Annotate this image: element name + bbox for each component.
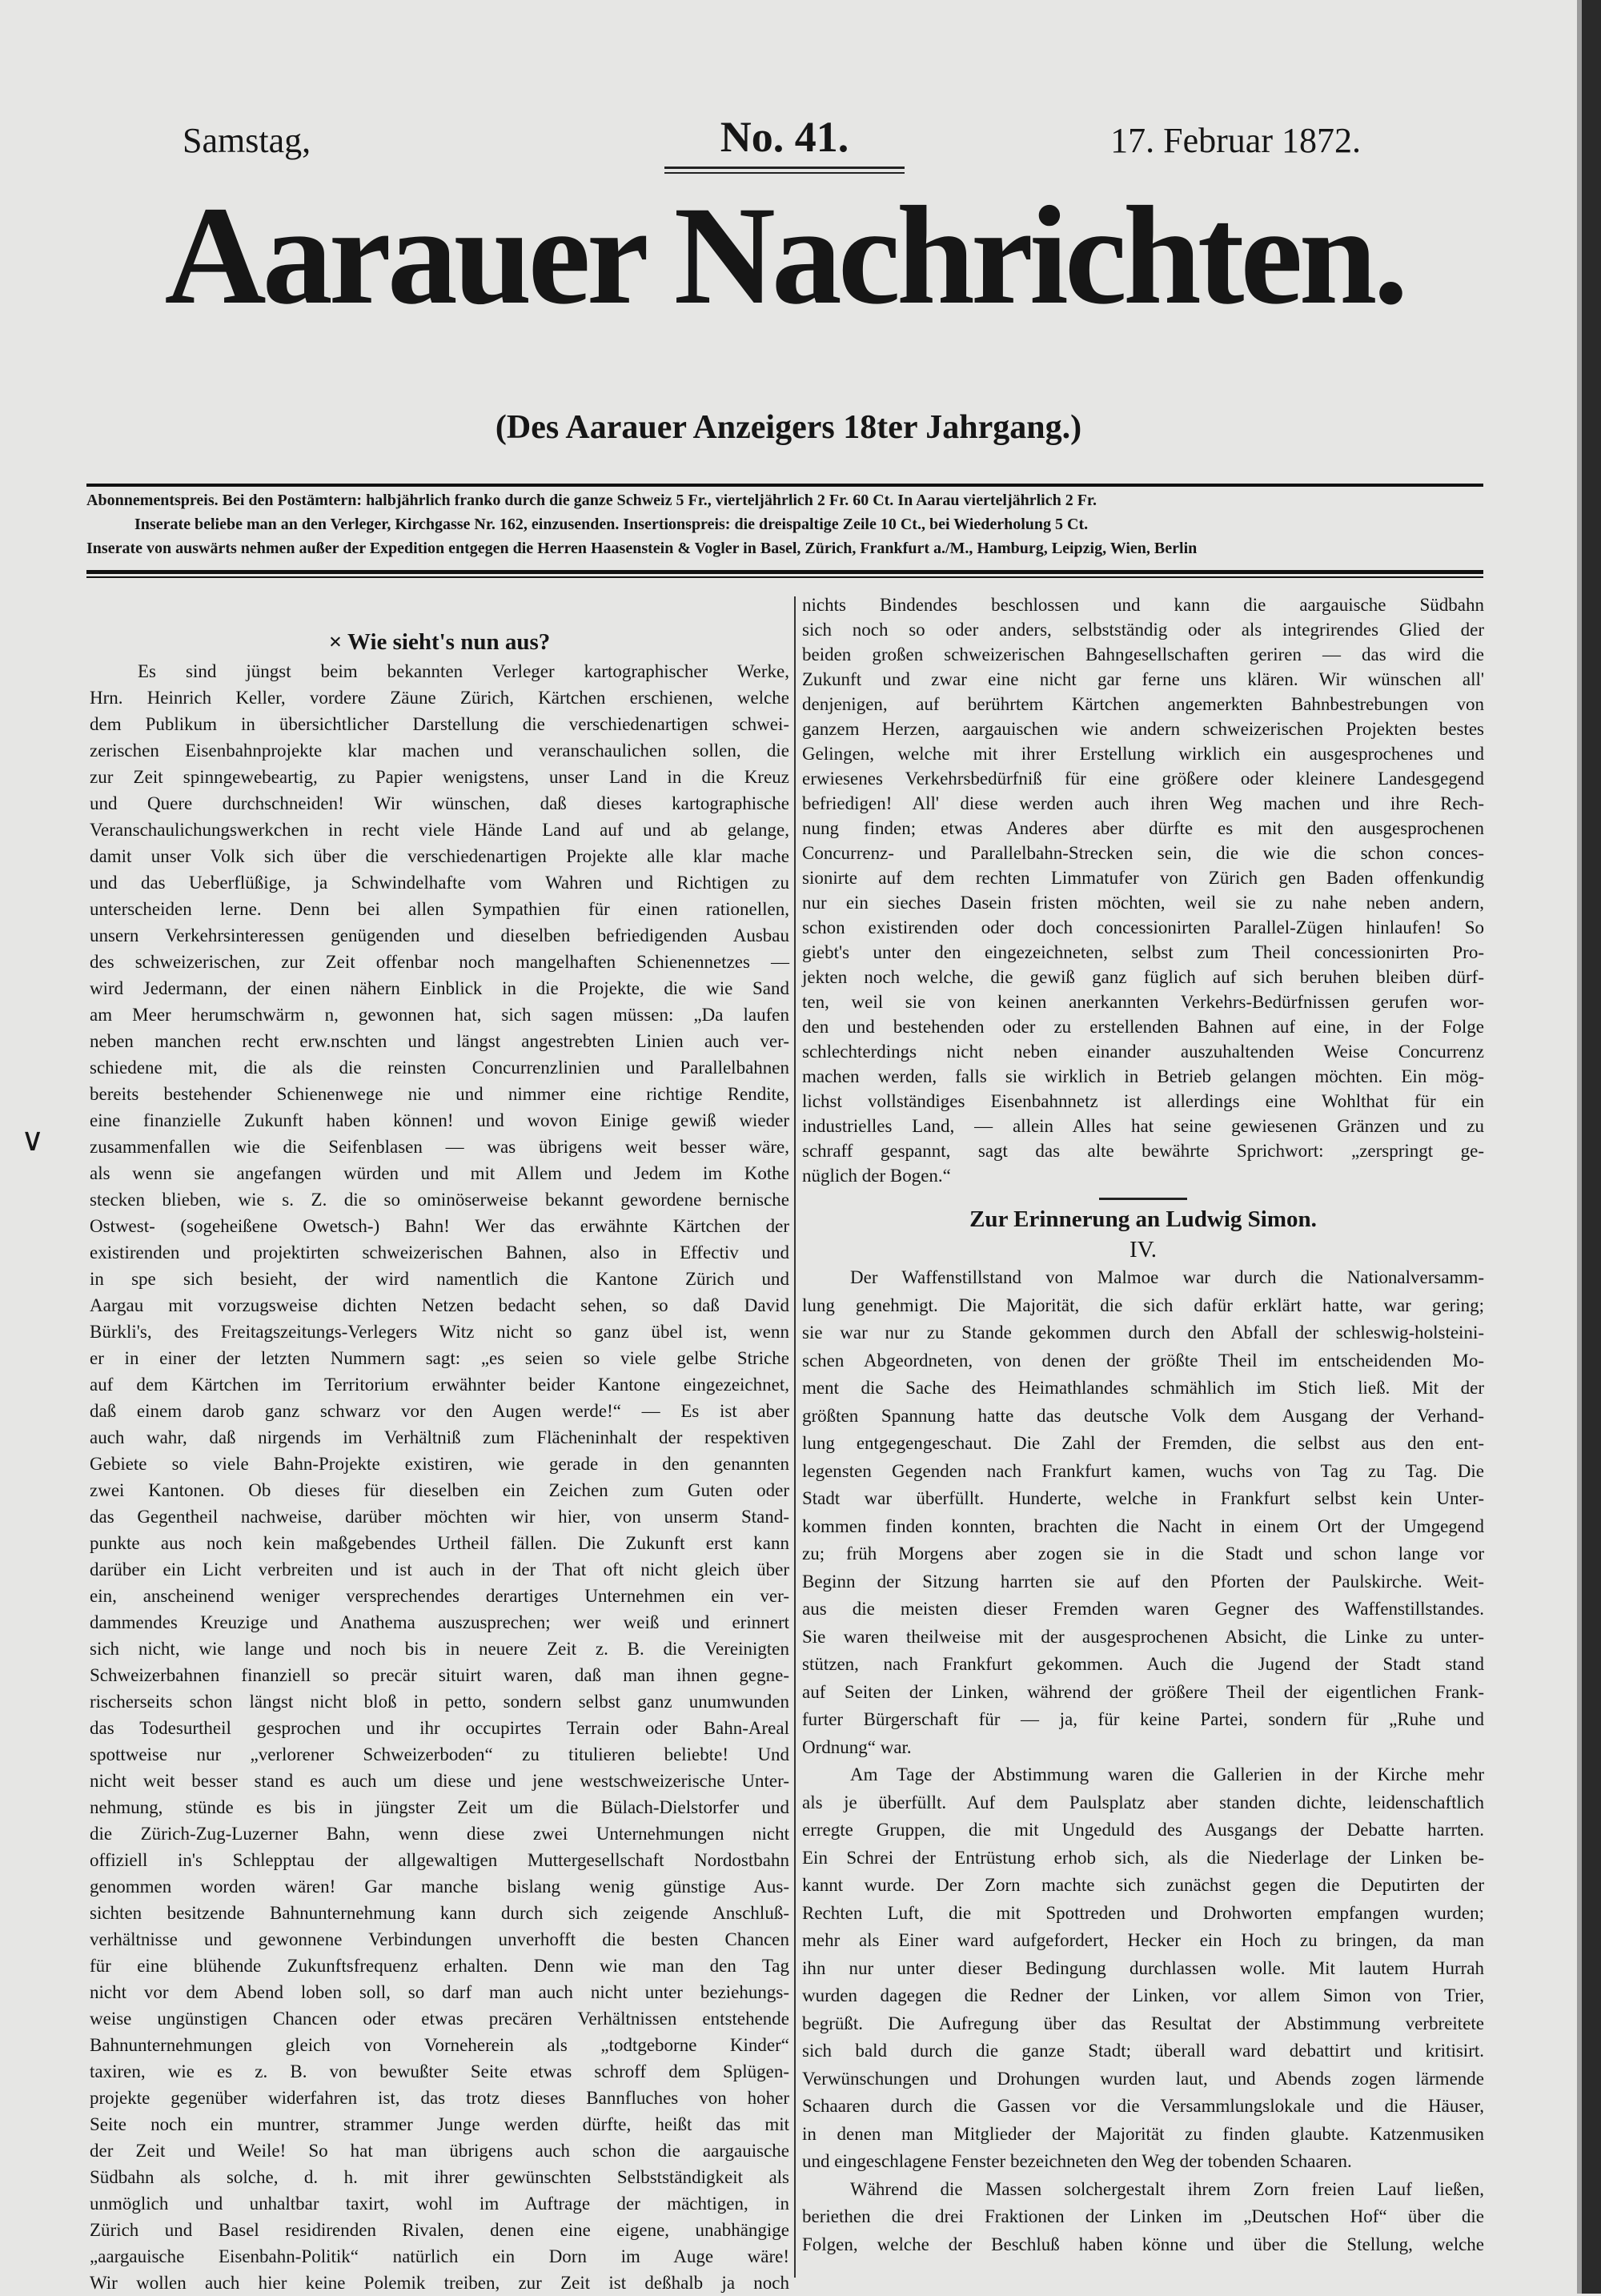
text-line: sie war nur zu Stande gekommen durch den Abfall der schleswig-holsteini- [802, 1323, 1484, 1343]
text-line: das Gegentheil nachweise, darüber möchten wir hier, von unserm Stand- [90, 1507, 789, 1527]
text-line: bereits bestehender Schienenwege nie und nimmer eine richtige Rendite, [90, 1084, 789, 1104]
subscription-line: Inserate beliebe man an den Verleger, Kirchgasse Nr. 162, einzusenden. Insertionspreis: die dreispaltige Zeile 10 Ct., bei Wiederholung 5 Ct. [134, 516, 1089, 533]
text-line: Der Waffenstillstand von Malmoe war durch die Nationalversamm- [850, 1267, 1484, 1287]
text-line: Ostwest- (sogeheißene Owetsch-) Bahn! Wer das erwähnte Kärtchen der [90, 1216, 789, 1236]
text-line: darüber ein Licht verbreiten und ist auch in der That oft nicht gleich über [90, 1559, 789, 1580]
article2-part: IV. [1129, 1237, 1158, 1262]
article-title: × Wie sieht's nun aus? [328, 629, 551, 655]
text-line: offiziell in's Schlepptau der allgewaltigen Muttergesellschaft Nordostbahn [90, 1850, 789, 1870]
text-line: des schweizerischen, zur Zeit offenbar noch mangelhaften Schienennetzes — [90, 952, 789, 972]
text-line: Hrn. Heinrich Keller, vordere Zäune Zürich, Kärtchen erschienen, welche [90, 688, 789, 708]
text-line: Schweizerbahnen finanziell so precär situirt waren, daß man ihnen gegne- [90, 1665, 789, 1685]
text-line: Beginn der Sitzung harrten sie auf den Pforten der Paulskirche. Weit- [802, 1571, 1484, 1592]
paragraph [802, 1761, 1484, 2176]
text-line: Bürkli's, des Freitagszeitungs-Verlegers Witz nicht so ganz übel ist, wenn [90, 1322, 789, 1342]
text-line: punkte aus noch kein maßgebendes Urtheil fällen. Die Zukunft erst kann [90, 1533, 789, 1553]
subscription-line: Inserate von auswärts nehmen außer der Expedition entgegen die Herren Haasenstein & Vogler in Basel, Zürich, Frankfurt a./M., Hamburg, Leipzig, Wien, Berlin [86, 540, 1198, 557]
text-line: auf Seiten der Linken, während der größere Theil der eigentlichen Frank- [802, 1681, 1484, 1702]
header-rule-top [86, 484, 1483, 487]
text-line: nicht weit besser stand es auch um diese und jene westschweizerische Unter- [90, 1771, 789, 1791]
text-line: und eingeschlagene Fenster bezeichneten den Weg der tobenden Schaaren. [802, 2151, 1352, 2171]
text-line: Während die Massen solchergestalt ihrem Zorn freien Lauf ließen, [850, 2178, 1484, 2199]
text-line: er in einer der letzten Nummern sagt: „es seien so viele gelbe Striche [90, 1348, 789, 1368]
text-line: Gebiete so viele Bahn-Projekte existiren, wie gerade in den genannten [90, 1454, 789, 1474]
text-line: Aargau mit vorzugsweise dichten Netzen bedacht sehen, so daß David [90, 1295, 789, 1315]
text-line: zu; früh Morgens aber zogen sie in die Stadt und schon lange vor [802, 1543, 1484, 1563]
text-line: dem Publikum in übersichtlicher Darstellung die verschiedenartigen schwei- [90, 714, 789, 734]
right-column [802, 592, 1484, 2258]
text-line: stützen, nach Frankfurt gekommen. Auch die Jugend der Stadt stand [802, 1654, 1484, 1674]
text-line: verhältnisse und gewonnene Verbindungen unverhofft die besten Chancen [90, 1929, 789, 1949]
text-line: wird Jedermann, der einen nähern Einblick in die Projekte, die wie Sand [90, 978, 789, 998]
text-line: weise ungünstigen Chancen oder etwas precären Verhältnissen entstehende [90, 2009, 789, 2029]
article-left-column [90, 626, 789, 2296]
text-line: erregte Gruppen, die mit Ungeduld des Ausgangs der Debatte harrten. [802, 1820, 1484, 1840]
text-line: das Todesurtheil gesprochen und ihr occupirtes Terrain oder Bahn-Areal [90, 1718, 789, 1738]
text-line: lung genehmigt. Die Majorität, die sich dafür erklärt hatte, war gering; [802, 1295, 1484, 1315]
text-line: nicht vor dem Abend loben soll, so darf man auch nicht unter beziehungs- [90, 1982, 789, 2002]
text-line: lichst vollständiges Eisenbahnnetz ist allerdings eine Wohlthat für ein [802, 1091, 1484, 1111]
header-rule-bottom-thin [86, 576, 1483, 578]
text-line: neben manchen recht erw.nschten und längst angestrebten Linien auch ver- [90, 1031, 789, 1051]
text-line: Veranschaulichungswerkchen in recht viele Hände Land auf und ab gelange, [90, 820, 789, 840]
text-line: wurden dagegen die Redner der Linken, vor allem Simon von Trier, [802, 1985, 1484, 2005]
text-line: ein, anscheinend weniger versprechendes derartiges Unternehmen ein ver- [90, 1586, 789, 1606]
paragraph [802, 1264, 1484, 1761]
text-line: schlechterdings nicht neben einander auszuhaltenden Weise Concurrenz [802, 1042, 1484, 1062]
text-line: legensten Gegenden nach Frankfurt kamen, wuchs von Tag zu Tag. Die [802, 1460, 1484, 1481]
masthead-title: Aarauer Nachrichten. [164, 178, 1405, 334]
text-line: Bahnunternehmungen gleich von Vorneherein als „todtgeborne Kinder“ [90, 2035, 789, 2055]
article-separator [1099, 1198, 1187, 1200]
text-line: in denen man Mitglieder der Majorität zu finden glaubte. Katzenmusiken [802, 2123, 1484, 2144]
text-line: Sie waren theilweise mit der ausgesprochenen Absicht, die Linke zu unter- [802, 1626, 1484, 1647]
text-line: Concurrenz- und Parallelbahn-Strecken sein, die wie die schon conces- [802, 843, 1484, 863]
text-line: beiden großen schweizerischen Bahngesellschaften geriren — das wird die [802, 644, 1484, 664]
text-line: für eine blühende Zukunftsfrequenz erhalten. Denn wie man den Tag [90, 1956, 789, 1976]
text-line: ment die Sache des Heimathlandes schmählich im Stich ließ. Mit der [802, 1378, 1484, 1398]
text-line: taxiren, wie es z. B. von bewußter Seite etwas schroff dem Splügen- [90, 2061, 789, 2081]
text-line: stecken blieben, wie s. Z. die so ominöserweise bekannt gewordene bernische [90, 1190, 789, 1210]
text-line: industrielles Land, — allein Alles hat seine gewiesenen Gränzen und zu [802, 1116, 1484, 1136]
article-body [90, 658, 789, 2296]
weekday: Samstag, [183, 121, 311, 160]
text-line: und das Ueberflüßige, ja Schwindelhafte vom Wahren und Richtigen zu [90, 873, 789, 893]
text-line: auch wahr, daß nirgends im Verhältniß zum Flächeninhalt der respektiven [90, 1427, 789, 1447]
text-line: sich nicht, wie lange und noch bis in neuere Zeit z. B. die Vereinigten [90, 1639, 789, 1659]
text-line: sich noch so oder anders, selbstständig oder als integrirendes Glied der [802, 620, 1484, 640]
text-line: genommen worden wären! Gar manche bislang wenig günstige Aus- [90, 1877, 789, 1897]
text-line: damit unser Volk sich über die verschiedenartigen Projekte alle klar mache [90, 846, 789, 866]
issue-number: No. 41. [720, 113, 849, 161]
issue-date: 17. Februar 1872. [1110, 121, 1361, 160]
text-line: unmöglich und unhaltbar taxirt, wohl im Auftrage der mächtigen, in [90, 2194, 789, 2214]
subscription-line: Abonnementspreis. Bei den Postämtern: halbjährlich franko durch die ganze Schweiz 5 Fr., vierteljährlich 2 Fr. 60 Ct. In Aarau vierteljährlich 2 Fr. [86, 492, 1097, 509]
text-line: nüglich der Bogen.“ [802, 1166, 951, 1186]
header-rule-bottom [86, 570, 1483, 574]
text-line: als wenn sie angefangen würden und mit Allem und Jedem im Kothe [90, 1163, 789, 1183]
text-line: in spe sich besieht, der wird namentlich die Kantone Zürich und [90, 1269, 789, 1289]
text-line: jekten noch welche, die gewiß ganz füglich auf sich beruhen bleiben dürf- [802, 967, 1484, 987]
text-line: machen werden, falls sie wirklich in Betrieb gelangen möchten. Ein mög- [802, 1066, 1484, 1086]
text-line: ihn nur unter dieser Bedingung durchlassen wolle. Mit lautem Hurrah [802, 1957, 1484, 1978]
text-line: die Zürich-Zug-Luzerner Bahn, wenn diese zwei Unternehmungen nicht [90, 1824, 789, 1844]
text-line: nung finden; etwas Anderes aber dürfte es mit den ausgesprochenen [802, 818, 1484, 838]
text-line: Zürich und Basel residirenden Rivalen, denen eine eigene, unabhängige [90, 2220, 789, 2240]
text-line: Folgen, welche der Beschluß haben könne und über die Stellung, welche [802, 2234, 1484, 2254]
text-line: und Quere durchschneiden! Wir wünschen, daß dieses kartographische [90, 793, 789, 813]
text-line: rischerseits schon längst nicht bloß in petto, sondern selbst ganz unumwunden [90, 1692, 789, 1712]
text-line: schen Abgeordneten, von denen der größte Theil im entscheidenden Mo- [802, 1350, 1484, 1371]
text-line: auf dem Kärtchen im Territorium erwähnter beider Kantone eingezeichnet, [90, 1375, 789, 1395]
text-line: Verwünschungen und Drohungen wurden laut, und Abends zogen lärmende [802, 2068, 1484, 2089]
text-line: furter Bürgerschaft für — ja, für keine Partei, sondern für „Ruhe und [802, 1709, 1484, 1729]
text-line: sichten besitzende Bahnunternehmung kann durch sich zeigende Anschluß- [90, 1903, 789, 1923]
text-line: schiedene mit, die als die reinsten Concurrenzlinien und Parallelbahnen [90, 1058, 789, 1078]
text-line: den und bestehenden oder zu erstellenden Bahnen auf eine, in der Folge [802, 1017, 1484, 1037]
text-line: zur Zeit spinngewebeartig, zu Papier wenigstens, unser Land in die Kreuz [90, 767, 789, 787]
text-line: erwiesenes Verkehrsbedürfniß für eine größere oder kleinere Landesgegend [802, 769, 1484, 789]
text-line: als je überfüllt. Auf dem Paulsplatz aber standen dichte, leidenschaftlich [802, 1792, 1484, 1812]
text-line: eine finanzielle Zukunft haben können! und wovon Einige gewiß wieder [90, 1110, 789, 1130]
masthead-subtitle: (Des Aarauer Anzeigers 18ter Jahrgang.) [495, 409, 1082, 446]
text-line: zwei Kantonen. Ob dieses für dieselben ein Zeichen zum Guten oder [90, 1480, 789, 1500]
text-line: befriedigen! All' diese werden auch ihren Weg machen und ihre Rech- [802, 793, 1484, 813]
text-line: ten, weil sie von keinen anerkannten Verkehrs-Bedürfnissen gerufen wor- [802, 992, 1484, 1012]
text-line: sich bald durch die ganze Stadt; überall ward debattirt und kritisirt. [802, 2041, 1484, 2061]
text-line: Ordnung“ war. [802, 1736, 912, 1757]
text-line: Seite noch ein muntrer, strammer Junge werden dürfte, heißt das mit [90, 2114, 789, 2134]
text-line: zerischen Eisenbahnprojekte klar machen und veranschaulichen sollen, die [90, 741, 789, 761]
text-line: lung entgegengeschaut. Die Zahl der Fremden, die selbst aus den ent- [802, 1433, 1484, 1453]
text-line: schon existirenden oder doch concessionirten Parallel-Zügen hinlaufen! So [802, 917, 1484, 937]
text-line: nur ein sieches Dasein fristen möchten, weil sie zu nahe neben andern, [802, 893, 1484, 913]
text-line: Es sind jüngst beim bekannten Verleger kartographischer Werke, [138, 661, 789, 681]
text-line: Am Tage der Abstimmung waren die Gallerien in der Kirche mehr [850, 1764, 1484, 1784]
text-line: nichts Bindendes beschlossen und kann die aargauische Südbahn [802, 595, 1484, 615]
text-line: größten Spannung hatte das deutsche Volk dem Ausgang der Verhand- [802, 1405, 1484, 1426]
text-line: dammendes Kreuzige und Anathema auszusprechen; wer weiß und erinnert [90, 1612, 789, 1632]
text-line: Ein Schrei der Entrüstung erhob sich, als die Niederlage der Linken be- [802, 1847, 1484, 1868]
text-line: unterscheiden lerne. Denn bei allen Sympathien für einen rationellen, [90, 899, 789, 919]
text-line: kommen finden konnten, brachten die Nacht in einem Ort der Umgegend [802, 1515, 1484, 1536]
text-line: beriethen die drei Fraktionen der Linken im „Deutschen Hof“ über die [802, 2206, 1484, 2226]
text-line: Gelingen, welche mit ihrer Erstellung wirklich ein ausgesprochenes und [802, 744, 1484, 764]
text-line: begrüßt. Die Aufregung über das Resultat der Abstimmung verbreitete [802, 2013, 1484, 2033]
text-line: der Zeit und Weile! So hat man übrigens auch schon die aargauische [90, 2141, 789, 2161]
text-line: Rechten Luft, die mit Spottreden und Drohworten empfangen wurden; [802, 1902, 1484, 1923]
text-line: giebt's unter den eingezeichneten, selbst zum Theil concessionirten Pro- [802, 942, 1484, 962]
text-line: zusammenfallen wie die Seifenblasen — was übrigens weit besser wäre, [90, 1137, 789, 1157]
text-line: daß einem darob ganz schwarz vor den Augen werde!“ — Es ist aber [90, 1401, 789, 1421]
page-edge [1582, 0, 1601, 2294]
text-line: Zukunft und zwar eine nicht gar ferne uns klären. Wir wünschen all' [802, 669, 1484, 689]
text-line: sionirte auf dem rechten Limmatufer von Zürich gen Baden offenkundig [802, 868, 1484, 888]
text-line: „aargauische Eisenbahn-Politik“ natürlich ein Dorn im Auge wäre! [90, 2246, 789, 2266]
article-continuation [802, 592, 1484, 1188]
text-line: ganzem Herzen, aargauischen wie andern schweizerischen Projekten bestes [802, 719, 1484, 739]
text-line: mehr als Einer ward aufgefordert, Hecker ein Hoch zu bringen, da man [802, 1930, 1484, 1950]
text-line: projekte gegenüber widerfahren ist, das trotz dieses Bannfluches von hoher [90, 2088, 789, 2108]
article2-title: Zur Erinnerung an Ludwig Simon. [969, 1206, 1317, 1232]
text-line: aus die meisten dieser Fremden waren Gegner des Waffenstillstandes. [802, 1599, 1484, 1619]
column-divider [794, 596, 796, 2278]
text-line: schraff gespannt, sagt das alte bewährte Sprichwort: „zerspringt ge- [802, 1141, 1484, 1161]
text-line: Schaaren durch die Gassen vor die Versammlungslokale und die Häuser, [802, 2096, 1484, 2116]
text-line: Wir wollen auch hier keine Polemik treiben, zur Zeit ist deßhalb ja noch [90, 2273, 789, 2293]
text-line: existirenden und projektirten schweizerischen Bahnen, also in Effectiv und [90, 1242, 789, 1262]
margin-mark: ∨ [21, 1122, 45, 1158]
text-line: Südbahn als solche, d. h. mit ihrer gewünschten Selbstständigkeit als [90, 2167, 789, 2187]
text-line: am Meer herumschwärm n, gewonnen hat, sich sagen müssen: „Da laufen [90, 1005, 789, 1025]
article2-body [802, 1264, 1484, 2258]
text-line: denjenigen, auf berührtem Kärtchen angemerkten Bahnbestrebungen von [802, 694, 1484, 714]
text-line: nehmung, stünde es bis in jüngster Zeit um die Bülach-Dielstorfer und [90, 1797, 789, 1817]
text-line: kannt wurde. Der Zorn machte sich zunächst gegen die Deputirten der [802, 1875, 1484, 1895]
text-line: unsern Verkehrsinteressen genügenden und dieselben befriedigenden Ausbau [90, 925, 789, 945]
text-line: spottweise nur „verlorener Schweizerboden“ zu titulieren beliebte! Und [90, 1744, 789, 1764]
paragraph [802, 2176, 1484, 2259]
text-line: Stadt war überfüllt. Hunderte, welche in Frankfurt selbst kein Unter- [802, 1488, 1484, 1508]
